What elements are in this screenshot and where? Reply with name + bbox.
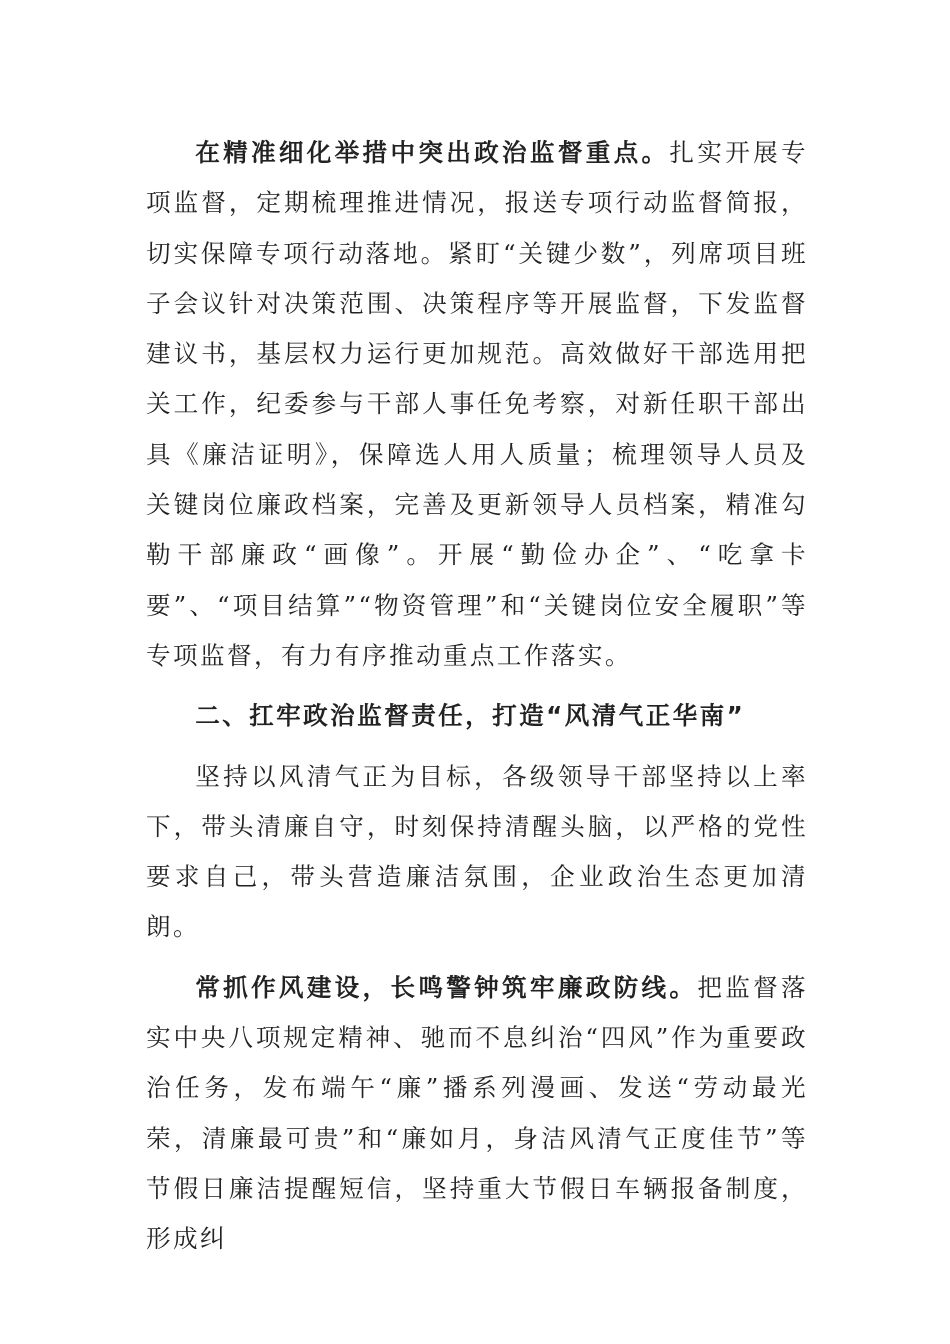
paragraph-lead: 在精准细化举措中突出政治监督重点。 — [195, 138, 670, 167]
document-body — [146, 128, 808, 1265]
paragraph-text: 扎实开展专项监督，定期梳理推进情况，报送专项行动监督简报，切实保障专项行动落地。紧盯“关键少数”，列席项目班子会议针对决策范围、决策程序等开展监督，下发监督建议书，基层权力运行更加规范。高效做好干部选用把关工作，纪委参与干部人事任免考察，对新任职干部出具《廉洁证明》，保障选人用人质量；梳理领导人员及关键岗位廉政档案，完善及更新领导人员档案，精准勾勒干部廉政“画像”。开展“勤俭办企”、“吃拿卡要”、“项目结算”“物资管理”和“关键岗位安全履职”等专项监督，有力有序推动重点工作落实。 — [146, 138, 808, 670]
section-heading: 二、扛牢政治监督责任，打造“风清气正华南” — [195, 701, 746, 731]
paragraph-goal: 坚持以风清气正为目标，各级领导干部坚持以上率下，带头清廉自守，时刻保持清醒头脑，以严格的党性要求自己，带头营造廉洁氛围，企业政治生态更加清朗。 — [146, 761, 808, 942]
paragraph-work-style — [146, 963, 808, 1265]
paragraph-lead: 常抓作风建设，长鸣警钟筑牢廉政防线。 — [195, 972, 698, 1002]
paragraph-text: 把监督落实中央八项规定精神、驰而不息纠治“四风”作为重要政治任务，发布端午“廉”播系列漫画、发送“劳动最光荣，清廉最可贵”和“廉如月，身洁风清气正度佳节”等节假日廉洁提醒短信，坚持重大节假日车辆报备制度，形成纠 — [146, 972, 808, 1254]
paragraph-political-supervision — [146, 128, 808, 681]
